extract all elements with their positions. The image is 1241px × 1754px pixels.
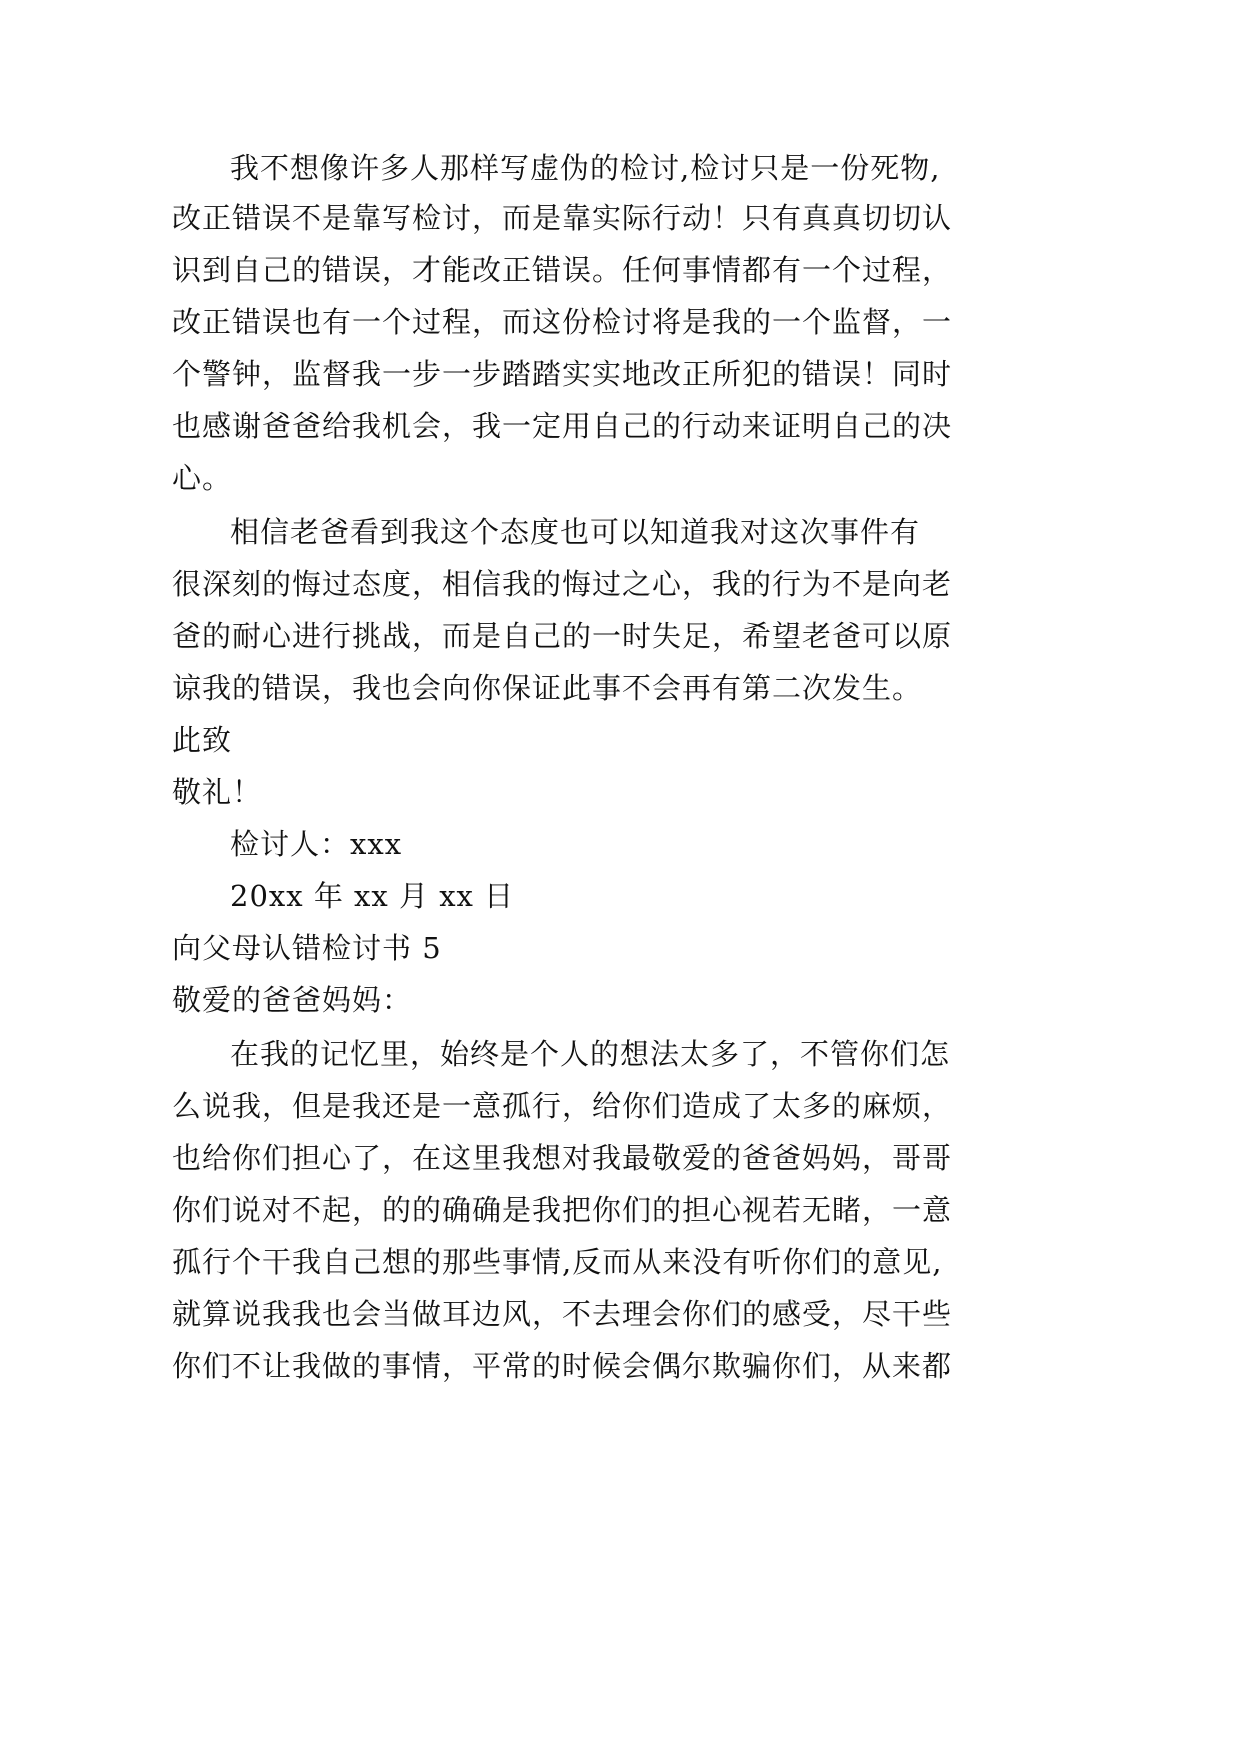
paragraph-line: 也给你们担心了，在这里我想对我最敬爱的爸爸妈妈，哥哥: [172, 1141, 953, 1175]
paragraph-line: 很深刻的悔过态度，相信我的悔过之心，我的行为不是向老: [172, 567, 953, 601]
paragraph-line: 谅我的错误，我也会向你保证此事不会再有第二次发生。: [172, 671, 923, 705]
paragraph-line: 改正错误不是靠写检讨，而是靠实际行动！只有真真切切认: [172, 201, 953, 235]
paragraph-line: 就算说我我也会当做耳边风，不去理会你们的感受，尽干些: [172, 1297, 953, 1331]
paragraph-line: 在我的记忆里，始终是个人的想法太多了，不管你们怎: [230, 1037, 951, 1071]
paragraph-line: 个警钟，监督我一步一步踏踏实实地改正所犯的错误！同时: [172, 357, 953, 391]
signer-name: 检讨人：xxx: [230, 827, 403, 861]
paragraph-line: 你们不让我做的事情，平常的时候会偶尔欺骗你们，从来都: [172, 1349, 953, 1383]
paragraph-line: 识到自己的错误，才能改正错误。任何事情都有一个过程，: [172, 253, 953, 287]
paragraph-line: 么说我，但是我还是一意孤行，给你们造成了太多的麻烦，: [172, 1089, 953, 1123]
section-title: 向父母认错检讨书 5: [172, 931, 442, 965]
paragraph-line: 我不想像许多人那样写虚伪的检讨,检讨只是一份死物,: [230, 151, 941, 185]
paragraph-line: 也感谢爸爸给我机会，我一定用自己的行动来证明自己的决: [172, 409, 953, 443]
paragraph-line: 心。: [172, 461, 233, 495]
paragraph-line: 改正错误也有一个过程，而这份检讨将是我的一个监督，一: [172, 305, 953, 339]
paragraph-line: 孤行个干我自己想的那些事情,反而从来没有听你们的意见,: [172, 1245, 943, 1279]
salutation: 敬爱的爸爸妈妈：: [172, 983, 413, 1017]
closing-greeting: 敬礼！: [172, 775, 263, 809]
paragraph-line: 你们说对不起，的的确确是我把你们的担心视若无睹，一意: [172, 1193, 953, 1227]
closing-text: 此致: [172, 723, 233, 757]
signature-date: 20xx 年 xx 月 xx 日: [230, 879, 515, 913]
paragraph-line: 爸的耐心进行挑战，而是自己的一时失足，希望老爸可以原: [172, 619, 953, 653]
paragraph-line: 相信老爸看到我这个态度也可以知道我对这次事件有: [230, 515, 921, 549]
